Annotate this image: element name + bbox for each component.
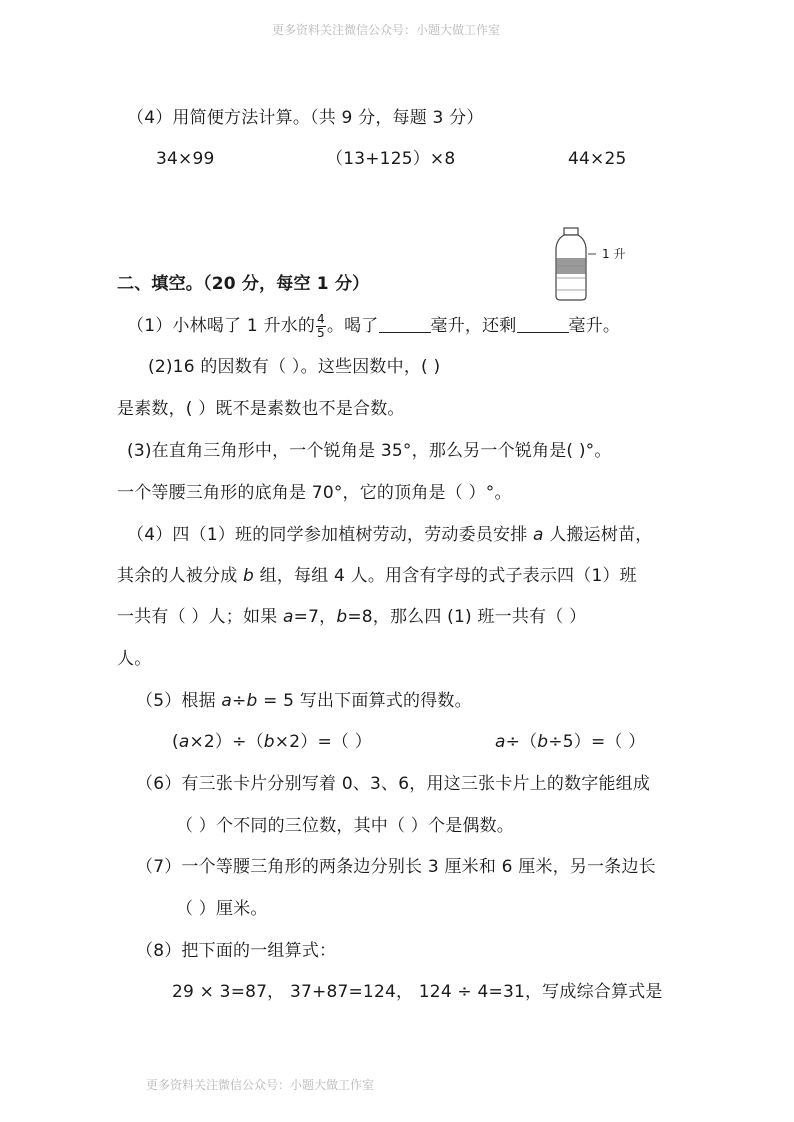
q5-expr1-var-a: a [178, 732, 190, 752]
q4-line2-b: 组，每组 4 人。用含有字母的式子表示四（1）班 [254, 566, 637, 586]
q5-line1-b: ÷ [232, 691, 247, 711]
q4-line1-b: 人搬运树苗， [543, 525, 653, 545]
q5-expr2-b: ÷5）=（ ） [548, 732, 646, 752]
q5-expr2-var-b: b [537, 732, 549, 752]
q5-expr1-c: ×2）=（ ） [274, 732, 372, 752]
q1-answer-blank-1[interactable] [379, 314, 431, 333]
q5-var-a: a [221, 691, 233, 711]
q5-expr2-a: ÷（ [505, 732, 538, 752]
q4-line2-a: 其余的人被分成 [117, 566, 244, 586]
q5-expr1-a: ( [172, 732, 179, 752]
q3-line1: (3)在直角三角形中，一个锐角是 35°，那么另一个锐角是( )°。 [127, 441, 612, 461]
q3-line2: 一个等腰三角形的底角是 70°，它的顶角是（ ）°。 [117, 483, 512, 503]
q8-line2: 29 × 3=87， 37+87=124， 124 ÷ 4=31，写成综合算式是 [172, 982, 663, 1002]
q5-expr2-var-a: a [495, 732, 506, 752]
q5-line1 [136, 689, 472, 713]
q1-mid1: 。喝了 [326, 316, 379, 336]
q4-line2 [117, 564, 637, 588]
q4-line1-a: （4）四（1）班的同学参加植树劳动，劳动委员安排 [127, 525, 534, 545]
q7-line2: （ ）厘米。 [176, 899, 268, 919]
q5-var-b: b [246, 691, 258, 711]
q1-fraction-denominator: 5 [317, 325, 325, 340]
watermark-bottom: 更多资料关注微信公众号：小题大做工作室 [146, 1078, 375, 1092]
q5-line1-c: = 5 写出下面算式的得数。 [257, 691, 472, 711]
q8-line1: （8）把下面的一组算式： [136, 941, 337, 961]
q4-line3-var-b: b [336, 607, 348, 627]
bottle-label: 1 升 [602, 247, 626, 261]
q1-prefix: （1）小林喝了 1 升水的 [127, 316, 316, 336]
q4-line1 [127, 523, 652, 547]
water-bottle-icon [550, 226, 640, 302]
part4-expr1: 34×99 [156, 149, 215, 169]
part4-expr3: 44×25 [568, 149, 627, 169]
q1-line [127, 311, 620, 341]
q5-line1-a: （5）根据 [136, 691, 222, 711]
q2-line2: 是素数，( ）既不是素数也不是合数。 [117, 399, 405, 419]
q4-line3-b: =7， [293, 607, 337, 627]
q4-var-a: a [533, 525, 544, 545]
part4-heading: （4）用简便方法计算。（共 9 分，每题 3 分） [127, 108, 484, 128]
q4-line3-c: =8，那么四 (1) 班一共有（ ） [347, 607, 587, 627]
q6-line1: （6）有三张卡片分别写着 0、3、6，用这三张卡片上的数字能组成 [136, 774, 651, 794]
section2-heading: 二、填空。（20 分，每空 1 分） [117, 274, 370, 294]
q2-line1: (2)16 的因数有（ ）。这些因数中，( ) [148, 357, 441, 377]
q4-line4: 人。 [117, 649, 152, 669]
q5-expr1-b: ×2）÷（ [189, 732, 264, 752]
q5-expr2 [495, 730, 645, 754]
q1-fraction-numerator: 4 [317, 311, 325, 326]
q1-end: 毫升。 [568, 316, 621, 336]
watermark-top: 更多资料关注微信公众号：小题大做工作室 [272, 23, 501, 37]
q5-expr1-var-b: b [263, 732, 275, 752]
q1-mid2: 毫升，还剩 [430, 316, 517, 336]
q4-line3 [117, 605, 586, 629]
q4-var-b: b [243, 566, 255, 586]
q4-line3-var-a: a [283, 607, 294, 627]
q6-line2: （ ）个不同的三位数，其中（ ）个是偶数。 [176, 816, 515, 836]
q1-answer-blank-2[interactable] [517, 314, 569, 333]
q1-fraction [316, 313, 326, 340]
q5-expr1 [172, 730, 372, 754]
q4-line3-a: 一共有（ ）人；如果 [117, 607, 284, 627]
q7-line1: （7）一个等腰三角形的两条边分别长 3 厘米和 6 厘米，另一条边长 [136, 857, 656, 877]
part4-expr2: （13+125）×8 [326, 149, 456, 169]
